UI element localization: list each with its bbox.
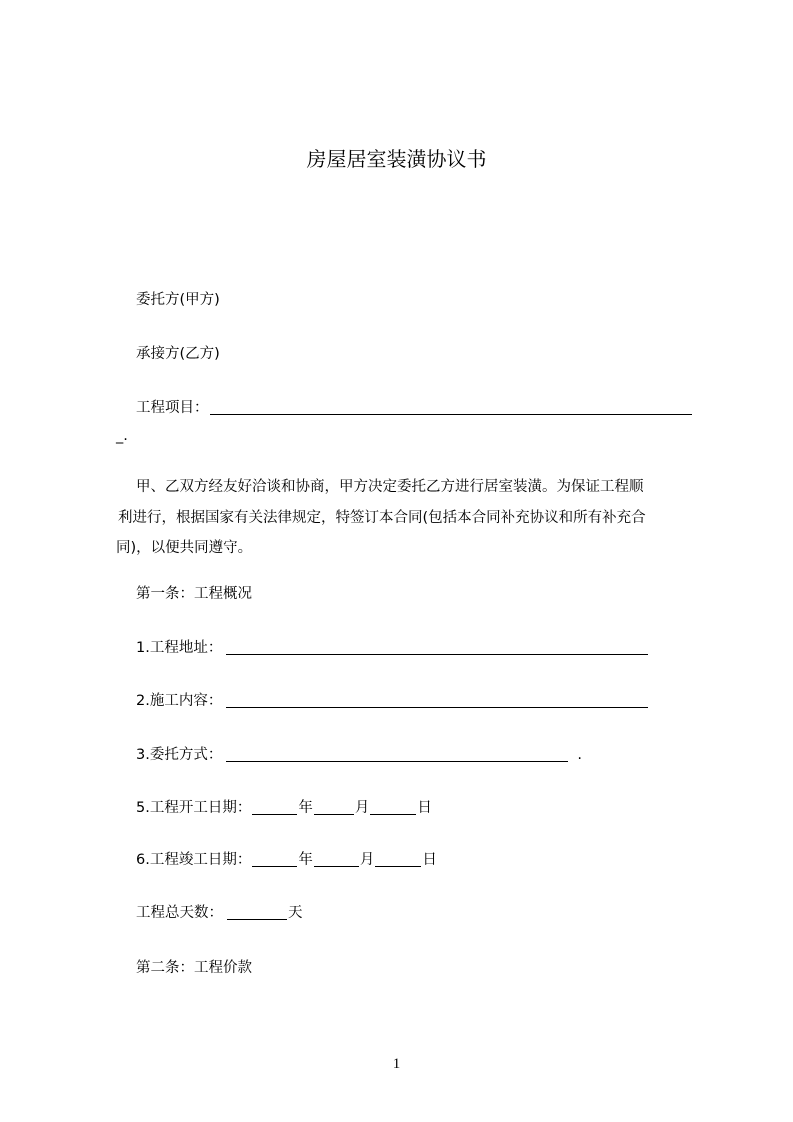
page-number: 1 — [392, 1056, 401, 1072]
end-label: 6.工程竣工日期： — [136, 852, 252, 868]
method-tail: . — [577, 747, 582, 763]
start-date-line — [136, 798, 432, 818]
total-days-line — [136, 903, 303, 923]
day-label: 日 — [422, 852, 437, 868]
month-label: 月 — [359, 852, 375, 868]
project-tail: _. — [116, 428, 128, 444]
days-blank[interactable] — [227, 905, 287, 920]
party-b: 承接方(乙方) — [136, 346, 220, 362]
day-label: 日 — [417, 800, 432, 816]
address-line — [136, 638, 649, 658]
project-label: 工程项目： — [136, 400, 209, 416]
article-1-heading: 第一条：工程概况 — [136, 586, 252, 602]
project-line — [136, 398, 693, 418]
year-label: 年 — [298, 800, 313, 816]
project-blank[interactable] — [210, 400, 692, 415]
start-day-blank[interactable] — [370, 800, 416, 815]
start-year-blank[interactable] — [252, 800, 297, 815]
end-day-blank[interactable] — [375, 852, 421, 867]
intro-line-2: 利进行，根据国家有关法律规定，特签订本合同(包括本合同补充协议和所有补充合 — [118, 510, 646, 526]
year-label: 年 — [298, 852, 313, 868]
address-blank[interactable] — [226, 640, 648, 655]
method-label: 3.委托方式： — [136, 747, 223, 763]
days-unit: 天 — [288, 905, 303, 921]
content-label: 2.施工内容： — [136, 693, 223, 709]
article-2-heading: 第二条：工程价款 — [136, 960, 252, 976]
intro-line-3: 同)，以便共同遵守。 — [116, 540, 253, 556]
start-label: 5.工程开工日期： — [136, 800, 252, 816]
method-line — [136, 745, 582, 765]
end-month-blank[interactable] — [314, 852, 359, 867]
days-label: 工程总天数： — [136, 905, 223, 921]
document-title: 房屋居室装潢协议书 — [306, 147, 487, 171]
end-year-blank[interactable] — [252, 852, 297, 867]
method-blank[interactable] — [226, 747, 568, 762]
party-a: 委托方(甲方) — [136, 292, 220, 308]
end-date-line — [136, 850, 437, 870]
content-line — [136, 691, 649, 711]
start-month-blank[interactable] — [314, 800, 354, 815]
address-label: 1.工程地址： — [136, 640, 223, 656]
content-blank[interactable] — [226, 693, 648, 708]
intro-line-1: 甲、乙双方经友好洽谈和协商，甲方决定委托乙方进行居室装潢。为保证工程顺 — [136, 479, 644, 495]
month-label: 月 — [354, 800, 370, 816]
